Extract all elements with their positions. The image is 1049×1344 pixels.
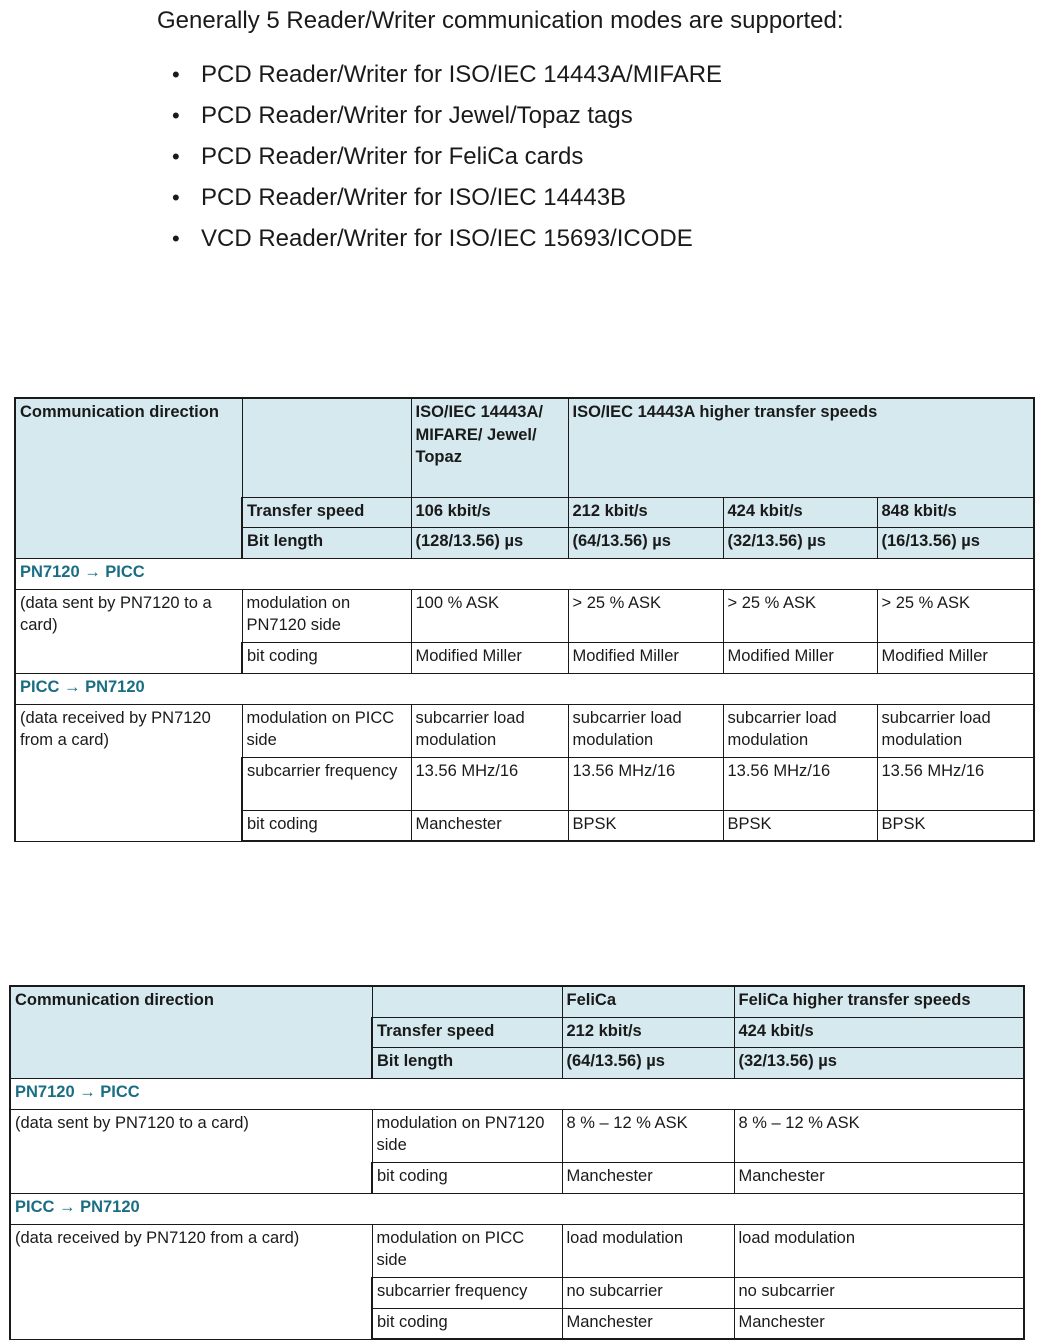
table-cell: Modified Miller	[877, 642, 1034, 673]
direction-description: (data received by PN7120 from a card)	[10, 1224, 372, 1339]
bit-length-cell: (128/13.56) µs	[411, 527, 568, 558]
felica-table	[9, 985, 1025, 1340]
table-cell: load modulation	[562, 1224, 734, 1277]
table-cell: Manchester	[734, 1162, 1024, 1193]
iso14443a-table	[14, 397, 1035, 842]
bit-coding-label: bit coding	[372, 1162, 562, 1193]
header-empty-cell	[372, 986, 562, 1017]
speed-cell: 212 kbit/s	[562, 1017, 734, 1047]
table-row	[15, 589, 1034, 642]
header-empty-cell	[242, 398, 411, 497]
bit-length-cell: (16/13.56) µs	[877, 527, 1034, 558]
table-cell: 8 % – 12 % ASK	[734, 1109, 1024, 1162]
table-cell: Manchester	[562, 1308, 734, 1339]
table-cell: BPSK	[877, 810, 1034, 841]
table-cell: subcarrier load modulation	[723, 704, 877, 757]
table-cell: subcarrier load modulation	[877, 704, 1034, 757]
list-item	[172, 60, 722, 101]
modulation-picc-label: modulation on PICC side	[242, 704, 411, 757]
speed-cell: 848 kbit/s	[877, 497, 1034, 527]
felica-column-header: FeliCa	[562, 986, 734, 1017]
modulation-pn7120-label: modulation on PN7120 side	[242, 589, 411, 642]
table-cell: 8 % – 12 % ASK	[562, 1109, 734, 1162]
bit-length-cell: (64/13.56) µs	[568, 527, 723, 558]
bit-length-cell: (32/13.56) µs	[723, 527, 877, 558]
speed-cell: 424 kbit/s	[734, 1017, 1024, 1047]
speed-cell: 106 kbit/s	[411, 497, 568, 527]
mode-label: PCD Reader/Writer for FeliCa cards	[201, 143, 584, 170]
table-row	[10, 1224, 1024, 1277]
table-cell: Modified Miller	[723, 642, 877, 673]
table-row	[10, 1109, 1024, 1162]
subcarrier-frequency-label: subcarrier frequency	[242, 757, 411, 810]
table-row	[15, 704, 1034, 757]
section-picc-to-pn7120: PICC → PN7120	[10, 1193, 1024, 1224]
bit-length-cell: (64/13.56) µs	[562, 1047, 734, 1078]
felica-higher-column-header: FeliCa higher transfer speeds	[734, 986, 1024, 1017]
mode-label: VCD Reader/Writer for ISO/IEC 15693/ICODE	[201, 225, 693, 252]
higher-speeds-column-header: ISO/IEC 14443A higher transfer speeds	[568, 398, 1034, 497]
bit-coding-label: bit coding	[372, 1308, 562, 1339]
table-cell: > 25 % ASK	[568, 589, 723, 642]
table-cell: Modified Miller	[568, 642, 723, 673]
table-row	[10, 986, 1024, 1017]
bit-length-label: Bit length	[242, 527, 411, 558]
comm-direction-header: Communication direction	[15, 398, 242, 558]
direction-description: (data sent by PN7120 to a card)	[15, 589, 242, 673]
intro-text: Generally 5 Reader/Writer communication modes are supported:	[157, 7, 844, 34]
bit-coding-label: bit coding	[242, 642, 411, 673]
section-pn7120-to-picc: PN7120 → PICC	[15, 558, 1034, 589]
table-row	[10, 1193, 1024, 1224]
bit-length-label: Bit length	[372, 1047, 562, 1078]
subcarrier-frequency-label: subcarrier frequency	[372, 1277, 562, 1308]
table-row	[10, 1078, 1024, 1109]
transfer-speed-label: Transfer speed	[372, 1017, 562, 1047]
table-cell: 13.56 MHz/16	[568, 757, 723, 810]
bullet-icon: •	[172, 103, 180, 128]
comm-direction-header: Communication direction	[10, 986, 372, 1078]
table-cell: > 25 % ASK	[877, 589, 1034, 642]
table-cell: Manchester	[562, 1162, 734, 1193]
mode-label: PCD Reader/Writer for ISO/IEC 14443B	[201, 184, 627, 211]
mode-label: PCD Reader/Writer for Jewel/Topaz tags	[201, 102, 633, 129]
table-cell: > 25 % ASK	[723, 589, 877, 642]
table-cell: load modulation	[734, 1224, 1024, 1277]
list-item	[172, 142, 722, 183]
bullet-icon: •	[172, 144, 180, 169]
table-row	[15, 558, 1034, 589]
section-picc-to-pn7120: PICC → PN7120	[15, 673, 1034, 704]
transfer-speed-label: Transfer speed	[242, 497, 411, 527]
table-row	[15, 398, 1034, 497]
bullet-icon: •	[172, 185, 180, 210]
speed-cell: 424 kbit/s	[723, 497, 877, 527]
table-cell: BPSK	[568, 810, 723, 841]
table-cell: no subcarrier	[734, 1277, 1024, 1308]
list-item	[172, 224, 722, 265]
table-cell: Manchester	[411, 810, 568, 841]
table-row	[15, 673, 1034, 704]
section-pn7120-to-picc: PN7120 → PICC	[10, 1078, 1024, 1109]
bit-coding-label: bit coding	[242, 810, 411, 841]
table-cell: subcarrier load modulation	[568, 704, 723, 757]
table-cell: 13.56 MHz/16	[877, 757, 1034, 810]
bullet-icon: •	[172, 62, 180, 87]
speed-cell: 212 kbit/s	[568, 497, 723, 527]
list-item	[172, 101, 722, 142]
table-cell: Manchester	[734, 1308, 1024, 1339]
direction-description: (data received by PN7120 from a card)	[15, 704, 242, 841]
table-cell: subcarrier load modulation	[411, 704, 568, 757]
table-cell: Modified Miller	[411, 642, 568, 673]
bullet-icon: •	[172, 226, 180, 251]
modulation-pn7120-label: modulation on PN7120 side	[372, 1109, 562, 1162]
iso14443a-column-header: ISO/IEC 14443A/ MIFARE/ Jewel/ Topaz	[411, 398, 568, 497]
bit-length-cell: (32/13.56) µs	[734, 1047, 1024, 1078]
table-cell: 100 % ASK	[411, 589, 568, 642]
table-cell: BPSK	[723, 810, 877, 841]
mode-list	[172, 60, 722, 265]
table-cell: no subcarrier	[562, 1277, 734, 1308]
direction-description: (data sent by PN7120 to a card)	[10, 1109, 372, 1193]
modulation-picc-label: modulation on PICC side	[372, 1224, 562, 1277]
mode-label: PCD Reader/Writer for ISO/IEC 14443A/MIFARE	[201, 61, 723, 88]
table-cell: 13.56 MHz/16	[723, 757, 877, 810]
list-item	[172, 183, 722, 224]
table-cell: 13.56 MHz/16	[411, 757, 568, 810]
